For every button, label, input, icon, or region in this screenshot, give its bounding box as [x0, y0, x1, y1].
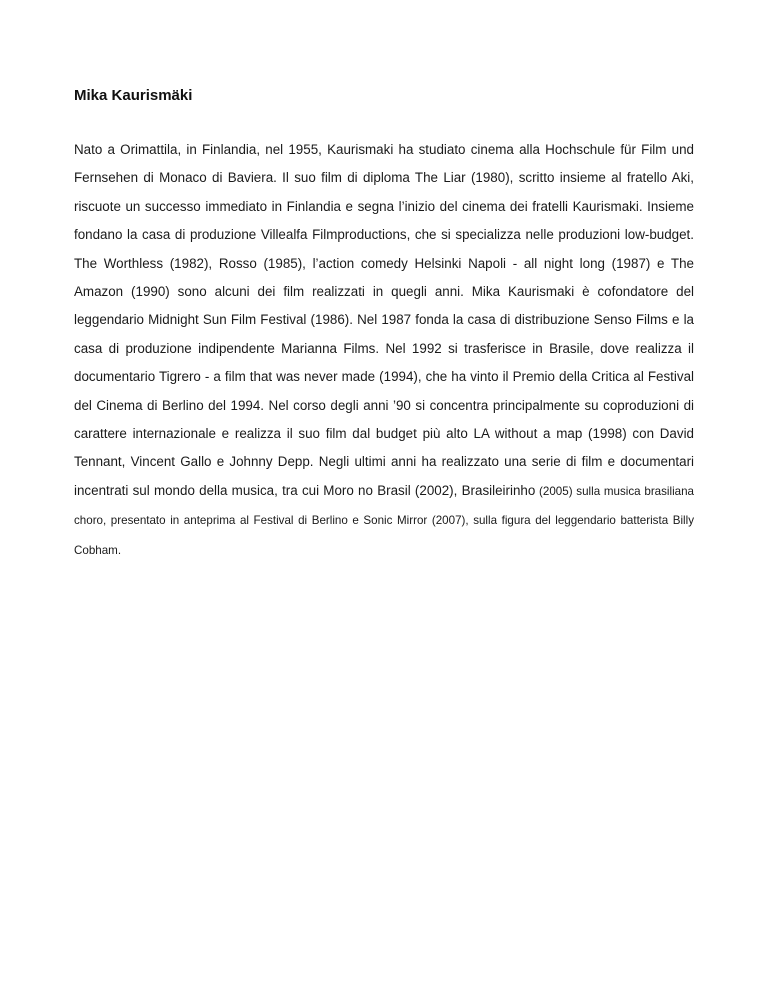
page-title: Mika Kaurismäki — [74, 87, 193, 104]
biography-paragraph — [74, 136, 694, 565]
biography-small-text: (2005) sulla musica brasiliana choro, presentato in anteprima al Festival di Berlino e Sonic Mirror (2007), sulla figura del leggendario batterista Billy Cobham. — [74, 484, 694, 557]
biography-main-text: Nato a Orimattila, in Finlandia, nel 1955, Kaurismaki ha studiato cinema alla Hochschule für Film und Fernsehen di Monaco di Baviera. Il suo film di diploma The Liar (1980), scritto insieme al fratello Aki, riscuote un successo immediato in Finlandia e segna l’inizio del cinema dei fratelli Kaurismaki. Insieme fondano la casa di produzione Villealfa Filmproductions, che si specializza nelle produzioni low-budget. The Worthless (1982), Rosso (1985), l’action comedy Helsinki Napoli - all night long (1987) e The Amazon (1990) sono alcuni dei film realizzati in quegli anni. Mika Kaurismaki è cofondatore del leggendario Midnight Sun Film Festival (1986). Nel 1987 fonda la casa di distribuzione Senso Films e la casa di produzione indipendente Marianna Films. Nel 1992 si trasferisce in Brasile, dove realizza il documentario Tigrero - a film that was never made (1994), che ha vinto il Premio della Critica al Festival del Cinema di Berlino del 1994. Nel corso degli anni ’90 si concentra principalmente su coproduzioni di carattere internazionale e realizza il suo film dal budget più alto LA without a map (1998) con David Tennant, Vincent Gallo e Johnny Depp. Negli ultimi anni ha realizzato una serie di film e documentari incentrati sul mondo della musica, tra cui Moro no Brasil (2002), Brasileirinho — [74, 142, 694, 498]
